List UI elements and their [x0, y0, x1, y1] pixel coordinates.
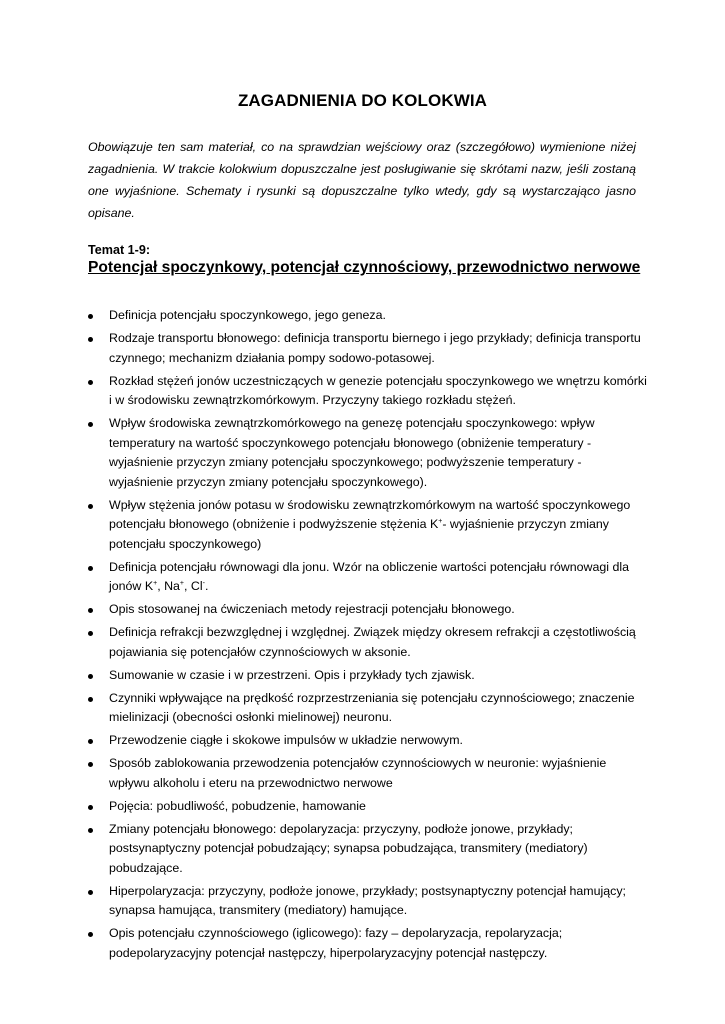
bullet-icon — [88, 337, 93, 342]
list-item: Definicja potencjału równowagi dla jonu. Wzór na obliczenie wartości potencjału równowagi dla jonów K+, Na+, Cl-. — [88, 558, 648, 597]
document-title: ZAGADNIENIA DO KOLOKWIA — [237, 91, 488, 110]
list-item: Rozkład stężeń jonów uczestniczących w genezie potencjału spoczynkowego we wnętrzu komórki i w środowisku zewnątrzkomórkowym. Przyczyny takiego rozkładu stężeń. — [88, 372, 648, 411]
bullet-icon — [88, 631, 93, 636]
list-item: Przewodzenie ciągłe i skokowe impulsów w układzie nerwowym. — [88, 731, 648, 751]
list-item: Definicja potencjału spoczynkowego, jego geneza. — [88, 306, 648, 326]
bullet-icon — [88, 739, 93, 744]
list-item: Hiperpolaryzacja: przyczyny, podłoże jonowe, przykłady; postsynaptyczny potencjał hamujący; synapsa hamująca, transmitery (mediatory) hamujące. — [88, 882, 648, 921]
bullet-icon — [88, 697, 93, 702]
list-item: Sposób zablokowania przewodzenia potencjałów czynnościowych w neuronie: wyjaśnienie wpływu alkoholu i eteru na przewodnictwo nerwowe — [88, 754, 648, 793]
list-item: Zmiany potencjału błonowego: depolaryzacja: przyczyny, podłoże jonowe, przykłady; postsynaptyczny potencjał pobudzający; synapsa pobudzająca, transmitery (mediatory) pobudzające. — [88, 820, 648, 879]
list-item: Opis stosowanej na ćwiczeniach metody rejestracji potencjału błonowego. — [88, 600, 648, 620]
bullet-icon — [88, 674, 93, 679]
topic-items-list — [88, 306, 648, 967]
list-item: Wpływ stężenia jonów potasu w środowisku zewnątrzkomórkowym na wartość spoczynkowego potencjału błonowego (obniżenie i podwyższenie stężenia K+- wyjaśnienie przyczyn zmiany potencjału spoczynkowego) — [88, 496, 648, 555]
list-item: Sumowanie w czasie i w przestrzeni. Opis i przykłady tych zjawisk. — [88, 666, 648, 686]
list-item: Czynniki wpływające na prędkość rozprzestrzeniania się potencjału czynnościowego; znaczenie mielinizacji (obecności osłonki mielinowej) neuronu. — [88, 689, 648, 728]
list-item: Pojęcia: pobudliwość, pobudzenie, hamowanie — [88, 797, 648, 817]
topic-title: Potencjał spoczynkowy, potencjał czynnościowy, przewodnictwo nerwowe — [88, 259, 641, 276]
topic-label: Temat 1-9: — [88, 243, 151, 257]
bullet-icon — [88, 890, 93, 895]
bullet-icon — [88, 828, 93, 833]
list-item: Opis potencjału czynnościowego (iglicowego): fazy – depolaryzacja, repolaryzacja; podepolaryzacyjny potencjał następczy, hiperpolaryzacyjny potencjał następczy. — [88, 924, 648, 963]
list-item: Definicja refrakcji bezwzględnej i względnej. Związek między okresem refrakcji a częstotliwością pojawiania się potencjałów czynnościowych w aksonie. — [88, 623, 648, 662]
bullet-icon — [88, 762, 93, 767]
bullet-icon — [88, 805, 93, 810]
bullet-icon — [88, 422, 93, 427]
list-item: Rodzaje transportu błonowego: definicja transportu biernego i jego przykłady; definicja transportu czynnego; mechanizm działania pompy sodowo-potasowej. — [88, 329, 648, 368]
bullet-icon — [88, 932, 93, 937]
bullet-icon — [88, 608, 93, 613]
bullet-icon — [88, 504, 93, 509]
intro-paragraph: Obowiązuje ten sam materiał, co na sprawdzian wejściowy oraz (szczegółowo) wymienione niżej zagadnienia. W trakcie kolokwium dopuszczalne jest posługiwanie się skrótami nazw, jeśli zostaną one wyjaśnione. Schematy i rysunki są dopuszczalne tylko wtedy, gdy są wystarczająco jasno opisane. — [88, 140, 636, 220]
bullet-icon — [88, 314, 93, 319]
bullet-icon — [88, 380, 93, 385]
bullet-icon — [88, 566, 93, 571]
list-item: Wpływ środowiska zewnątrzkomórkowego na genezę potencjału spoczynkowego: wpływ temperatury na wartość spoczynkowego potencjału błonowego (obniżenie temperatury - wyjaśnienie przyczyn zmiany potencjału spoczynkowego; podwyższenie temperatury - wyjaśnienie przyczyn zmiany potencjału spoczynkowego). — [88, 414, 648, 492]
